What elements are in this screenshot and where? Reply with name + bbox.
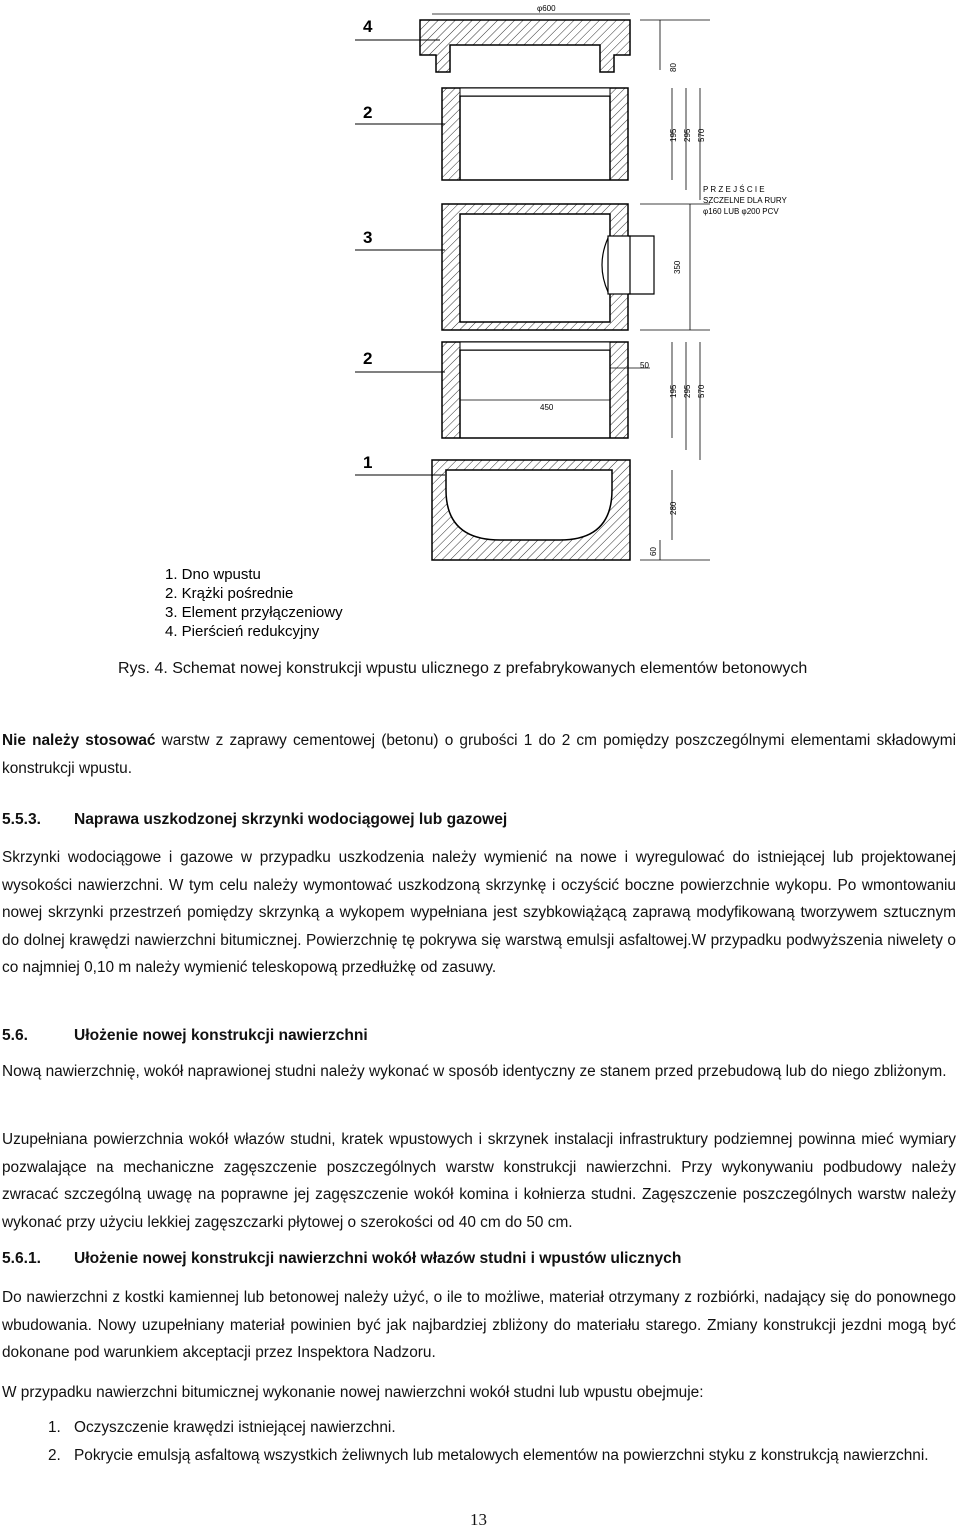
dim-570-top: 570 [697, 128, 706, 142]
dim-50: 50 [640, 361, 649, 370]
figure-caption: Rys. 4. Schemat nowej konstrukcji wpustu ulicznego z prefabrykowanych elementów betonowych [118, 660, 808, 677]
connection-element-drawing [442, 204, 654, 330]
dim-60: 60 [649, 547, 658, 556]
emphasis-text: Nie należy stosować [2, 732, 156, 749]
legend-item-4: 4. Pierścień redukcyjny [165, 623, 320, 640]
heading-title: Naprawa uszkodzonej skrzynki wodociągowej lub gazowej [74, 811, 508, 828]
legend-item-3: 3. Element przyłączeniowy [165, 604, 343, 621]
inlet-bottom-drawing [432, 460, 630, 560]
paragraph-mortar-note [2, 727, 956, 782]
label-2-bottom: 2 [363, 349, 373, 368]
reduction-ring-drawing [420, 20, 630, 72]
passage-note-3: φ160 LUB φ200 PCV [703, 207, 779, 216]
paragraph-new-surface: Nową nawierzchnię, wokół naprawionej studni należy wykonać w sposób identyczny ze stanem przed przebudową lub do niego zbliżonym. [2, 1063, 947, 1080]
passage-note-1: P R Z E J Ś C I E [703, 185, 765, 194]
heading-number: 5.6. [2, 1027, 29, 1044]
intermediate-ring-top-drawing [442, 88, 628, 180]
label-4: 4 [363, 17, 373, 36]
label-1: 1 [363, 453, 373, 472]
legend-item-1: 1. Dno wpustu [165, 566, 261, 583]
dim-195-top: 195 [669, 128, 678, 142]
dim-600: φ600 [537, 4, 556, 13]
dim-570-bottom: 570 [697, 384, 706, 398]
intermediate-ring-bottom-drawing [442, 342, 628, 438]
dim-195-bottom: 195 [669, 384, 678, 398]
technical-drawing [0, 0, 960, 650]
paragraph-bitumen-intro: W przypadku nawierzchni bitumicznej wykonanie nowej nawierzchni wokół studni lub wpustu obejmuje: [2, 1384, 704, 1401]
list-item [2, 1442, 956, 1470]
label-2-top: 2 [363, 103, 373, 122]
heading-5-5-3 [2, 811, 507, 829]
page-number: 13 [470, 1510, 487, 1529]
list-item [2, 1414, 956, 1442]
legend-item-2: 2. Krążki pośrednie [165, 585, 294, 602]
heading-title: Ułożenie nowej konstrukcji nawierzchni [74, 1027, 368, 1044]
passage-note-2: SZCZELNE DLA RURY [703, 196, 787, 205]
list-item-text: Oczyszczenie krawędzi istniejącej nawierzchni. [74, 1419, 396, 1436]
heading-5-6-1 [2, 1250, 681, 1268]
dim-80: 80 [669, 63, 678, 72]
dim-295-top: 295 [683, 128, 692, 142]
dim-350: 350 [673, 260, 682, 274]
dim-295-bottom: 295 [683, 384, 692, 398]
label-3: 3 [363, 228, 373, 247]
list-item-number: 2. [48, 1446, 61, 1464]
list-item-text: Pokrycie emulsją asfaltową wszystkich żeliwnych lub metalowych elementów na powierzchni styku z konstrukcją nawierzchni. [74, 1446, 929, 1464]
heading-number: 5.5.3. [2, 811, 42, 828]
heading-title: Ułożenie nowej konstrukcji nawierzchni wokół włazów studni i wpustów ulicznych [74, 1250, 682, 1267]
heading-5-6 [2, 1027, 368, 1045]
bitumen-steps-list [2, 1414, 956, 1469]
heading-number: 5.6.1. [2, 1250, 42, 1267]
paragraph-paving-material: Do nawierzchni z kostki kamiennej lub betonowej należy użyć, o ile to możliwe, materiał otrzymany z rozbiórki, nadający się do ponownego wbudowania. Nowy uzupełniany materiał powinien być jak najbardziej zbliżony do materiału starego. Zmiany konstrukcji jezdni mogą być dokonane pod warunkiem akceptacji przez Inspektora Nadzoru. [2, 1289, 956, 1361]
dim-280: 280 [669, 501, 678, 515]
paragraph-valve-box-repair: Skrzynki wodociągowe i gazowe w przypadku uszkodzenia należy wymienić na nowe i wyregulować do istniejącej lub projektowanej wysokości nawierzchni. W tym celu należy wymontować uszkodzoną skrzynkę i oczyścić boczne powierzchnie wykopu. Po wmontowaniu nowej skrzynki przestrzeń pomiędzy skrzynką a wykopem wypełniana jest szybkowiążącą zaprawą modyfikowaną tworzywem sztucznym do dolnej krawędzi nawierzchni bitumicznej. Powierzchnię tę pokrywa się warstwą emulsji asfaltowej.W przypadku podwyższenia niwelety o co najmniej 0,10 m należy wymienić teleskopową przedłużkę od zasuwy. [2, 849, 956, 976]
paragraph-surface-compaction: Uzupełniana powierzchnia wokół włazów studni, kratek wpustowych i skrzynek instalacji infrastruktury podziemnej powinna mieć wymiary pozwalające na mechaniczne zagęszczenie poszczególnych warstw konstrukcji nawierzchni. Przy wykonywaniu podbudowy należy zwracać szczególną uwagę na poprawne jej zagęszczenie wokół komina i kołnierza studni. Zagęszczenie poszczególnych warstw należy wykonać przy użyciu lekkiej zagęszczarki płytowej o szerokości od 40 cm do 50 cm. [2, 1131, 956, 1231]
list-item-number: 1. [48, 1419, 61, 1436]
dim-450: 450 [540, 403, 554, 412]
paragraph-text: warstw z zaprawy cementowej (betonu) o grubości 1 do 2 cm pomiędzy poszczególnymi elementami składowymi konstrukcji wpustu. [2, 732, 956, 777]
